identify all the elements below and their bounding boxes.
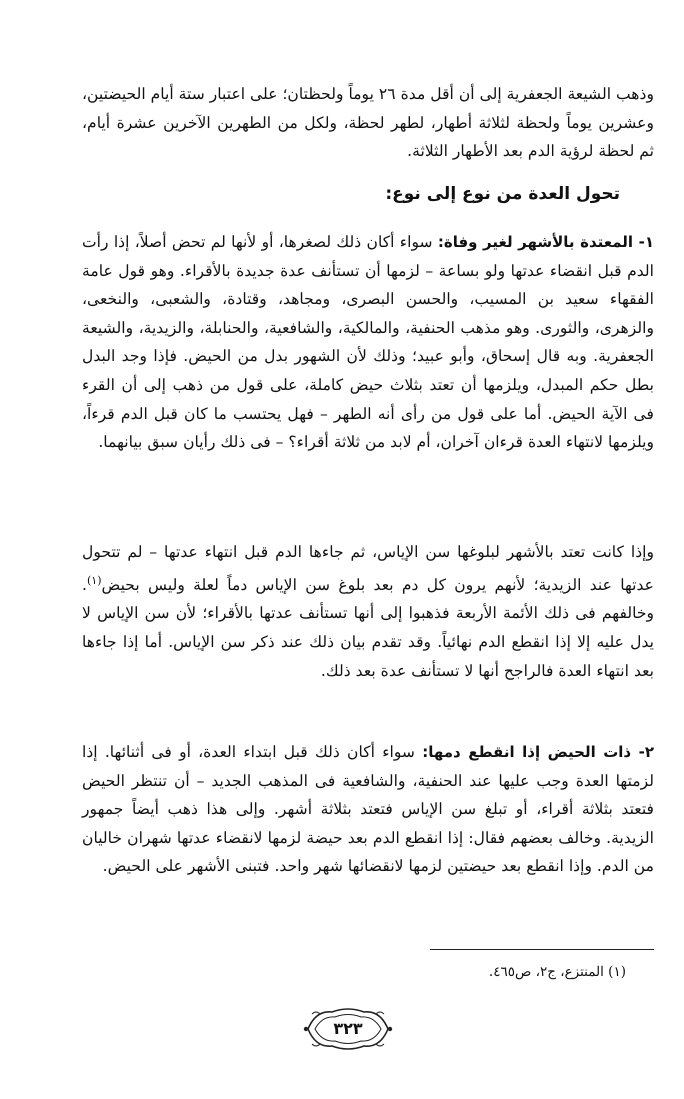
section1-paragraph (82, 228, 654, 457)
page-number: ٣٢٣ (333, 1019, 363, 1038)
footnote-divider (430, 949, 654, 950)
section1b-text-before: وإذا كانت تعتد بالأشهر لبلوغها سن الإياس، ثم جاءها الدم قبل انتهاء عدتها – لم تتحول عدتها عند الزيدية؛ لأنهم يرون كل دم بعد بلوغ سن الإياس دماً لعلة وليس بحيض (82, 543, 654, 594)
section1b-text-after: . وخالفهم فى ذلك الأئمة الأربعة فذهبوا إلى أنها تستأنف عدتها بالأقراء؛ لأن سن الإياس لا يدل عليه إلا إذا انقطع الدم نهائياً. وقد تقدم بيان ذلك عند ذكر سن الإياس. أما إذا جاءها بعد انتهاء العدة فالراجح أنها لا تستأنف عدة بعد ذلك. (82, 575, 654, 680)
footnote-ref: (١) (86, 573, 102, 587)
intro-text: وذهب الشيعة الجعفرية إلى أن أقل مدة ٢٦ يوماً ولحظتان؛ على اعتبار ستة أيام الحيضتين، وعشرين يوماً ولحظة لثلاثة أطهار، لطهر لحظة، ولكل من الطهرين الآخرين عشرة أيام، ثم لحظة لرؤية الدم بعد الأطهار الثلاثة. (82, 85, 654, 161)
section1-text: سواء أكان ذلك لصغرها، أو لأنها لم تحض أصلاً، إذا رأت الدم قبل انقضاء عدتها ولو بساعة – لزمها أن تستأنف عدة جديدة بالأقراء. وهو قول عامة الفقهاء سعيد بن المسيب، والحسن البصرى، ومجاهد، وقتادة، والشعبى، والنخعى، والزهرى، والثورى. وهو مذهب الحنفية، والمالكية، والشافعية، والحنابلة، والزيدية، والشيعة الجعفرية. وبه قال إسحاق، وأبو عبيد؛ وذلك لأن الشهور بدل من الحيض. فإذا وجد البدل بطل حكم المبدل، ويلزمها أن تعتد بثلاث حيض كاملة، على قول من ذهب إلى أن القرء فى الآية الحيض. أما على قول من رأى أنه الطهر – فهل يحتسب ما كان قبل الدم قرءاً، ويلزمها لانتهاء العدة قرءان آخران، أم لابد من ثلاثة أقراء؟ – فى ذلك رأيان سبق بيانهما. (82, 233, 654, 452)
footnote: (١) المنتزع، ج٢، ص٤٦٥. (488, 964, 626, 980)
section-heading: تحول العدة من نوع إلى نوع: (385, 184, 620, 204)
section2-title: ٢- ذات الحيض إذا انقطع دمها: (422, 743, 654, 761)
section1b-paragraph (82, 538, 654, 685)
section2-paragraph (82, 738, 654, 881)
section2-text: سواء أكان ذلك قبل ابتداء العدة، أو فى أثنائها. إذا لزمتها العدة وجب عليها عند الحنفية، والشافعية فى المذهب الجديد – أن تنتظر الحيض فتعتد بثلاثة أقراء، أو تبلغ سن الإياس فتعتد بثلاثة أشهر. وإلى هذا ذهب أيضاً جمهور الزيدية. وخالف بعضهم فقال: إذا انقطع الدم بعد حيضة لزمها لانقضاء عدتها شهران خاليان من الدم. وإذا انقطع بعد حيضتين لزمها لانقضائها شهر واحد. فتبنى الأشهر على الحيض. (82, 743, 654, 876)
section1-title: ١- المعتدة بالأشهر لغير وفاة: (437, 233, 654, 251)
intro-paragraph (82, 80, 654, 166)
